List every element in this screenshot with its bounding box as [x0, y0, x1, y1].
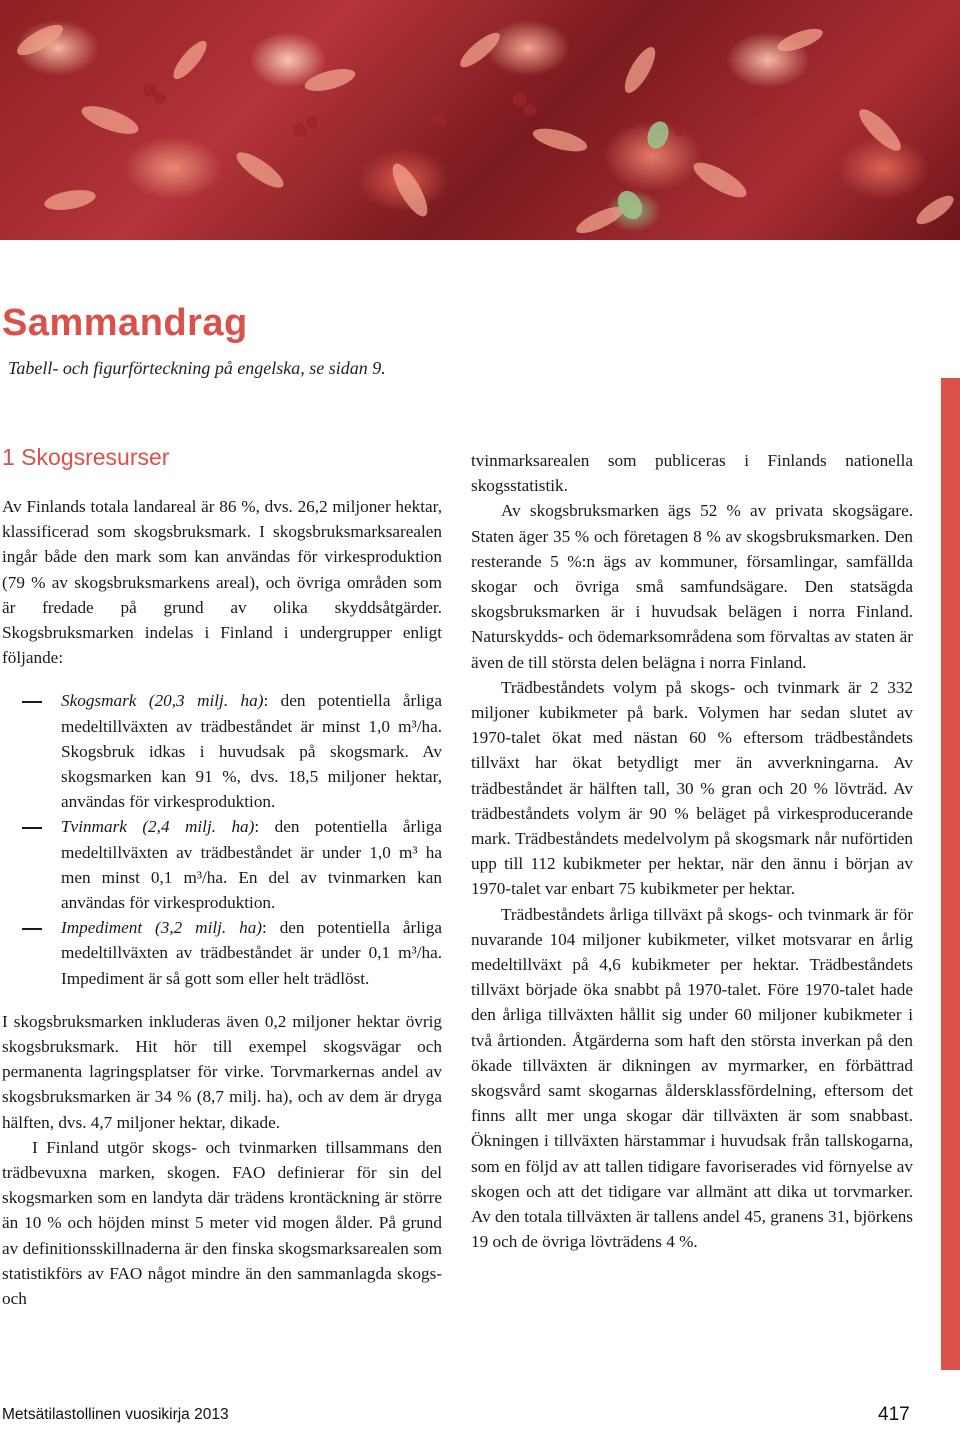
paragraph: I skogsbruksmarken inkluderas även 0,2 miljoner hektar övrig skogsbruksmark. Hit hör till exempel skogsvägar och permanenta lagringsplatser för virke. Torvmarkernas andel av skogsbruksmarken är 34 % (8,7 milj. ha), och av dem är dryga hälften, dvs. 4,7 miljoner hektar, dikade.: [2, 1011, 442, 1132]
page-title: Sammandrag: [2, 302, 248, 344]
page-number: 417: [878, 1404, 910, 1425]
list-item-term: Tvinmark (2,4 milj. ha): [61, 817, 255, 837]
list-item-text: : den potentiella årliga medeltillväxten av trädbeståndet är under 1,0 m³ ha men minst 0,1 m³/ha. En del av tvinmarken kan användas för virkesproduktion.: [61, 817, 442, 913]
paragraph: I Finland utgör skogs- och tvinmarken tillsammans den trädbevuxna marken, skogen. FAO definierar för sin del skogsmarken som en landyta där trädens krontäckning är större än 10 % och höjden minst 5 meter vid mogen ålder. På grund av definitionsskillnaderna är den finska skogsmarksarealen som statistikförs av FAO något mindre än den sammanlagda skogs- och: [2, 1137, 442, 1309]
paragraph: Trädbeståndets årliga tillväxt på skogs- och tvinmark är för nuvarande 104 miljoner kubikmeter, vilket motsvarar en årlig medeltillväxt på 4,6 kubikmeter per hektar. Trädbeståndets tillväxt började öka snabbt på 1970-talet. Före 1970-talet hade den årliga tillväxten hållit sig under 60 miljoner kubikmeter i två årtionden. Åtgärderna som haft den största inverkan på den ökade tillväxten är dikningen av myrmarker, en förbättrad skogsvård samt skogarnas åldersklassfördelning, eftersom det finns allt mer unga skogar där tillväxten är som snabbast. Ökningen i tillväxten härstammar i huvudsak från tallskogarna, som en följd av att tallen tidigare favoriserades vid förnyelse av skogen och att det tidigare var allmänt att dika ut torvmarker. Av den totala tillväxten är tallens andel 45, granens 31, björkens 19 och de övriga lövträdens 4 %.: [471, 904, 913, 1252]
moss-texture-illustration: [0, 0, 960, 240]
list-item-term: Skogsmark (20,3 milj. ha): [61, 691, 264, 711]
footer-publication: Metsätilastollinen vuosikirja 2013: [2, 1406, 229, 1423]
header-photo-moss: [0, 0, 960, 240]
section-heading: 1 Skogsresurser: [2, 444, 170, 470]
list-item: [2, 915, 442, 991]
land-category-list: [2, 688, 442, 990]
list-item-term: Impediment (3,2 milj. ha): [61, 918, 263, 938]
paragraph: Av skogsbruksmarken ägs 52 % av privata skogsägare. Staten äger 35 % och företagen 8 % av skogsbruksmarken. Den resterande 5 %:n ägs av kommuner, församlingar, samfällda skogar och övriga små samfundsägare. Den statsägda skogsbruksmarken är i huvudsak belägen i norra Finland. Naturskydds- och ödemarksområdena som förvaltas av staten är även de till största delen belägna i norra Finland.: [471, 501, 913, 672]
left-text-column: [2, 494, 442, 1311]
paragraph: Av Finlands totala landareal är 86 %, dvs. 26,2 miljoner hektar, klassificerad som skogsbruksmark. I skogsbruksmarksarealen ingår både den mark som kan användas för virkesproduktion (79 % av skogsbruksmarkens areal), och övriga områden som är fredade på grund av olika skyddsåtgärder. Skogsbruksmarken indelas i Finland i undergrupper enligt följande:: [2, 497, 442, 668]
paragraph: tvinmarksarealen som publiceras i Finlands nationella skogsstatistik.: [471, 451, 913, 496]
right-text-column: [471, 448, 913, 1255]
paragraph: Trädbeståndets volym på skogs- och tvinmark är 2 332 miljoner kubikmeter på bark. Volymen har sedan slutet av 1970-talet ökat med nästan 60 % eftersom trädbeståndets tillväxt har ökat betydligt mer än avverkningarna. Av trädbeståndet är hälften tall, 30 % gran och 20 % lövträd. Av trädbeståndets volym är 90 % beläget på virkesproducerande mark. Trädbeståndets medelvolym på skogsmark når nuförtiden upp till 112 kubikmeter per hektar, när den ännu i början av 1970-talet var enbart 75 kubikmeter per hektar.: [471, 677, 913, 899]
accent-sidebar-bar: [941, 378, 960, 1370]
list-item-text: : den potentiella årliga medeltillväxten av trädbeståndet är under 0,1 m³/ha. Impediment är så gott som eller helt trädlöst.: [61, 918, 442, 988]
page-subtitle: Tabell- och figurförteckning på engelska, se sidan 9.: [8, 358, 386, 378]
list-item-text: : den potentiella årliga medeltillväxten av trädbeståndet är minst 1,0 m³/ha. Skogsbruk idkas i huvudsak på skogsmark. Av skogsmarken kan 91 %, dvs. 18,5 miljoner hektar, användas för virkesproduktion.: [61, 691, 442, 812]
list-item: [2, 814, 442, 915]
list-item: [2, 688, 442, 814]
